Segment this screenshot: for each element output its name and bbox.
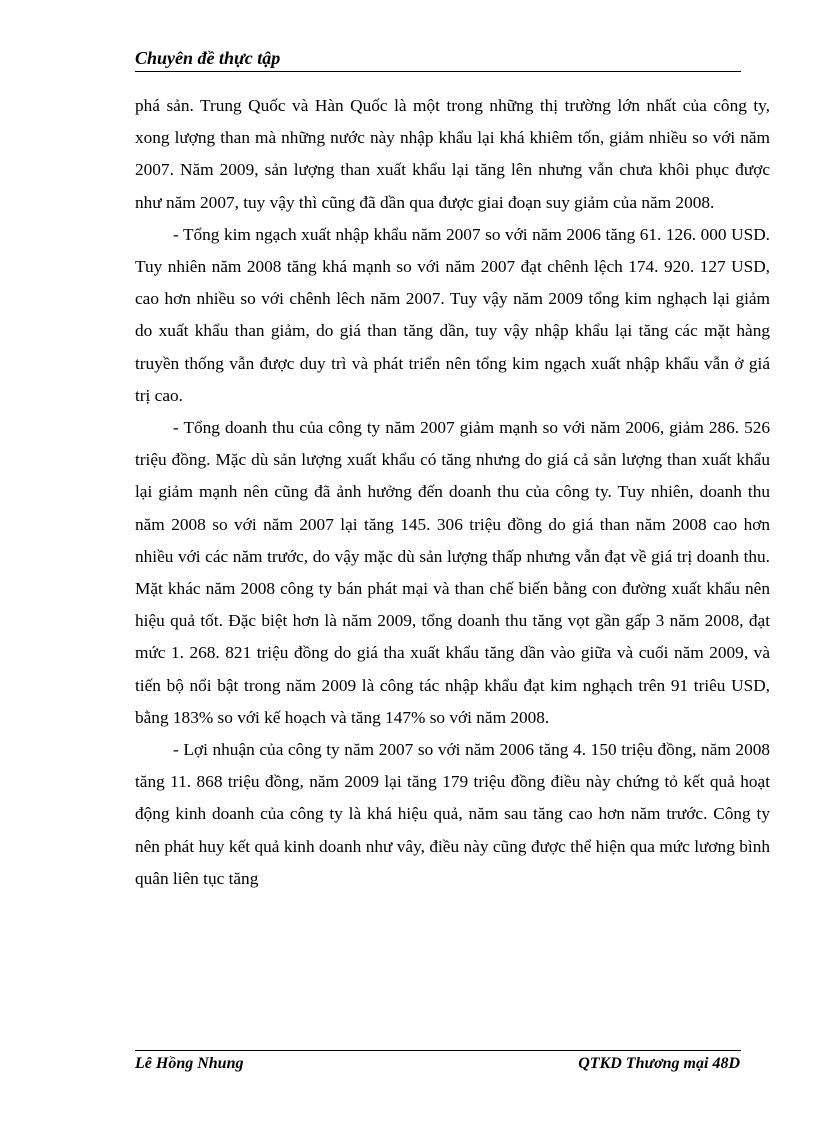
footer-rule xyxy=(135,1050,741,1051)
paragraph-intro: phá sản. Trung Quốc và Hàn Quốc là một trong những thị trường lớn nhất của công ty, xong lượng than mà những nước này nhập khẩu lại khá khiêm tốn, giảm nhiều so với năm 2007. Năm 2009, sản lượng than xuất khẩu lại tăng lên nhưng vẫn chưa khôi phục được như năm 2007, tuy vậy thì cũng đã dần qua được giai đoạn suy giảm của năm 2008. xyxy=(135,96,770,212)
paragraph-trade-value: - Tổng kim ngạch xuất nhập khẩu năm 2007 so với năm 2006 tăng 61. 126. 000 USD. Tuy nhiên năm 2008 tăng khá mạnh so với năm 2007 đạt chênh lệch 174. 920. 127 USD, cao hơn nhiều so với chênh lêch năm 2007. Tuy vậy năm 2009 tổng kim nghạch lại giảm do xuất khẩu than giảm, do giá than tăng dần, tuy vậy nhập khẩu lại tăng các mặt hàng truyền thống vẫn được duy trì và phát triển nên tổng kim ngạch xuất nhập khẩu vẫn ở giá trị cao. xyxy=(135,224,770,405)
paragraph-profit: - Lợi nhuận của công ty năm 2007 so với năm 2006 tăng 4. 150 triệu đồng, năm 2008 tăng 11. 868 triệu đồng, năm 2009 lại tăng 179 triệu đồng điều này chứng tỏ kết quả hoạt động kinh doanh của công ty là khá hiệu quả, năm sau tăng cao hơn năm trước. Công ty nên phát huy kết quả kinh doanh như vây, điều này cũng được thể hiện qua mức lương bình quân liên tục tăng xyxy=(135,740,770,888)
body-text xyxy=(135,90,770,895)
header-title: Chuyên đề thực tập xyxy=(135,48,281,68)
footer-author: Lê Hồng Nhung xyxy=(135,1055,244,1072)
footer-course: QTKD Thương mại 48D xyxy=(578,1055,740,1072)
header-rule xyxy=(135,71,741,72)
paragraph-revenue: - Tổng doanh thu của công ty năm 2007 giảm mạnh so với năm 2006, giảm 286. 526 triệu đồng. Mặc dù sản lượng xuất khẩu có tăng nhưng do giá cả sản lượng than xuất khẩu lại giảm mạnh nên cũng đã ảnh hưởng đến doanh thu của công ty. Tuy nhiên, doanh thu năm 2008 so với năm 2007 lại tăng 145. 306 triệu đồng do giá than năm 2008 cao hơn nhiều với các năm trước, do vậy mặc dù sản lượng thấp nhưng vẫn đạt về giá trị doanh thu. Mặt khác năm 2008 công ty bán phát mại và than chế biến bằng con đường xuất khẩu nên hiệu quả tốt. Đặc biệt hơn là năm 2009, tổng doanh thu tăng vọt gần gấp 3 năm 2008, đạt mức 1. 268. 821 triệu đồng do giá tha xuất khẩu tăng dần vào giữa và cuối năm 2009, và tiến bộ nổi bật trong năm 2009 là công tác nhập khẩu đạt kim nghạch trên 91 triêu USD, bằng 183% so với kế hoạch và tăng 147% so với năm 2008. xyxy=(135,418,770,727)
